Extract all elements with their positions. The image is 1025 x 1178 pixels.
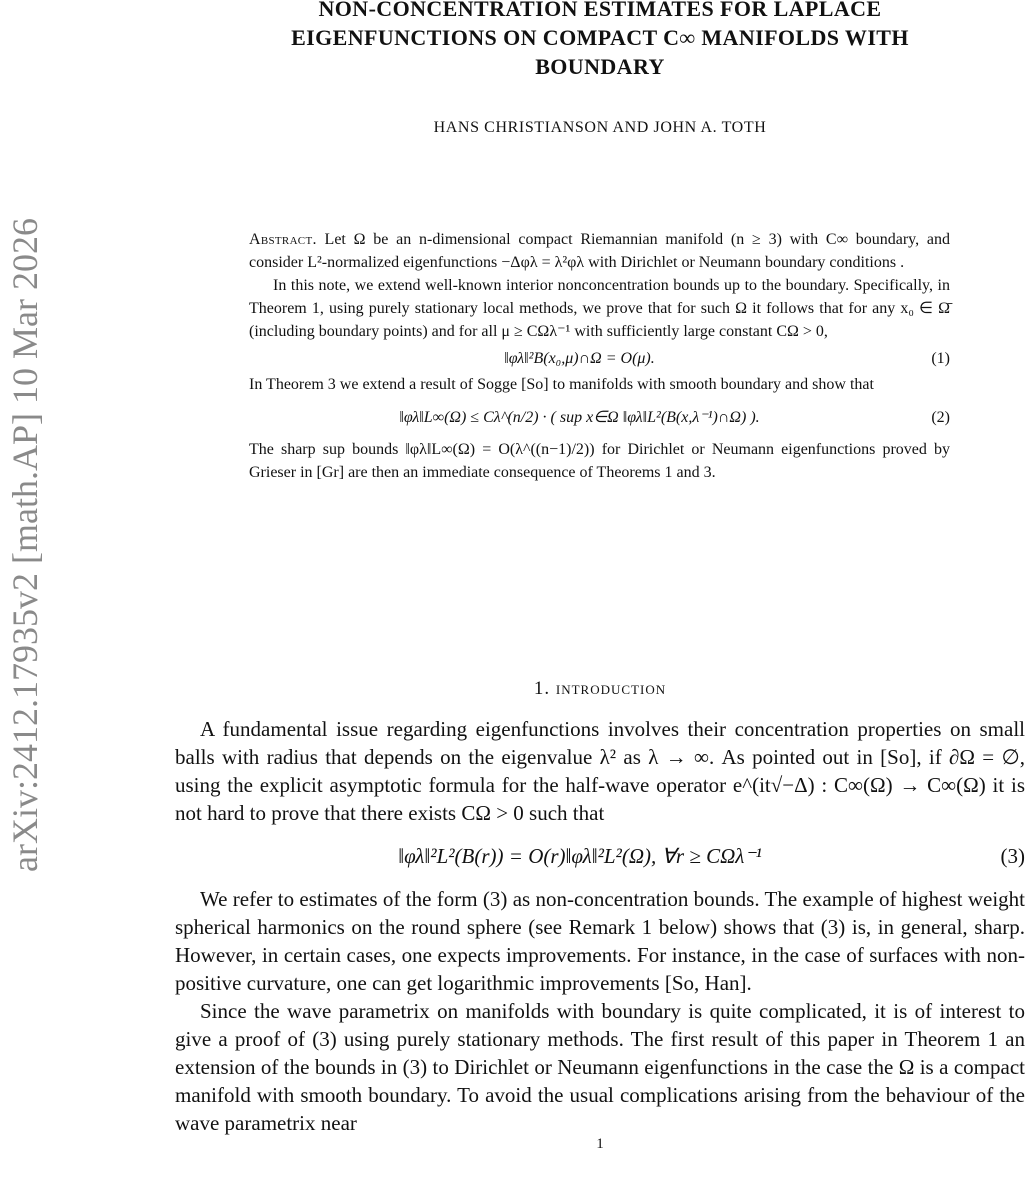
equation-2 [249,396,950,438]
page-number: 1 [596,1136,604,1152]
title-line-3: BOUNDARY [535,54,665,79]
body-paragraph-1: A fundamental issue regarding eigenfunctions involves their concentration properties on small balls with radius that depends on the eigenvalue λ² as λ → ∞. As pointed out in [So], if ∂Ω = ∅, using the explicit asymptotic formula for the half-wave operator e^(it√−Δ) : C∞(Ω) → C∞(Ω) it is not hard to prove that there exists CΩ > 0 such that [175,717,1025,825]
equation-1 [249,343,950,373]
equation-2-body: ‖φλ‖L∞(Ω) ≤ Cλ^(n/2) · ( sup x∈Ω ‖φλ‖L²(B(x,λ⁻¹)∩Ω) ). [399,408,760,426]
authors: HANS CHRISTIANSON AND JOHN A. TOTH [433,119,767,136]
body-paragraph-3: Since the wave parametrix on manifolds with boundary is quite complicated, it is of interest to give a proof of (3) using purely stationary methods. The first result of this paper in Theorem 1 an extension of the bounds in (3) to Dirichlet or Neumann eigenfunctions in the case the Ω is a compact manifold with smooth boundary. To avoid the usual complications arising from the behaviour of the wave parametrix near [175,999,1025,1135]
main-body [175,715,1025,1137]
equation-1-number: (1) [931,349,950,367]
title-line-2: EIGENFUNCTIONS ON COMPACT C∞ MANIFOLDS WITH [291,25,909,50]
equation-3 [175,827,1025,885]
title-line-1: NON-CONCENTRATION ESTIMATES FOR LAPLACE [318,0,882,21]
abstract-label: Abstract. [249,231,317,248]
body-paragraph-2: We refer to estimates of the form (3) as non-concentration bounds. The example of highest weight spherical harmonics on the round sphere (see Remark 1 below) shows that (3) is, in general, sharp. However, in certain cases, one expects improvements. For instance, in the case of surfaces with non-positive curvature, one can get logarithmic improvements [So, Han]. [175,887,1025,995]
equation-3-body: ‖φλ‖²L²(B(r)) = O(r)‖φλ‖²L²(Ω), ∀r ≥ CΩλ⁻¹ [398,844,762,868]
equation-1-body: ‖φλ‖²B(x₀,μ)∩Ω = O(μ). [504,349,655,367]
abstract-paragraph-2: In this note, we extend well-known interior nonconcentration bounds up to the boundary. Specifically, in Theorem 1, using purely stationary local methods, we prove that for such Ω it follows that for any x₀ ∈ Ω̄ (including boundary points) and for all μ ≥ CΩλ⁻¹ with sufficiently large constant CΩ > 0, [249,277,950,340]
abstract-paragraph-1 [249,228,950,274]
arxiv-identifier: arXiv:2412.17935v2 [math.AP] 10 Mar 2026 [5,218,45,872]
abstract-text-1: Let Ω be an n-dimensional compact Riemannian manifold (n ≥ 3) with C∞ boundary, and consider L²-normalized eigenfunctions −Δφλ = λ²φλ with Dirichlet or Neumann boundary conditions . [249,231,951,271]
section-heading: 1. introduction [533,678,667,699]
equation-2-number: (2) [931,408,950,426]
abstract-paragraph-3: In Theorem 3 we extend a result of Sogge [So] to manifolds with smooth boundary and show that [249,376,874,393]
paper-title [200,0,1000,81]
abstract [249,228,950,484]
equation-3-number: (3) [1000,844,1025,868]
abstract-paragraph-4: The sharp sup bounds ‖φλ‖L∞(Ω) = O(λ^((n−1)/2)) for Dirichlet or Neumann eigenfunctions proved by Grieser in [Gr] are then an immediate consequence of Theorems 1 and 3. [249,441,950,481]
